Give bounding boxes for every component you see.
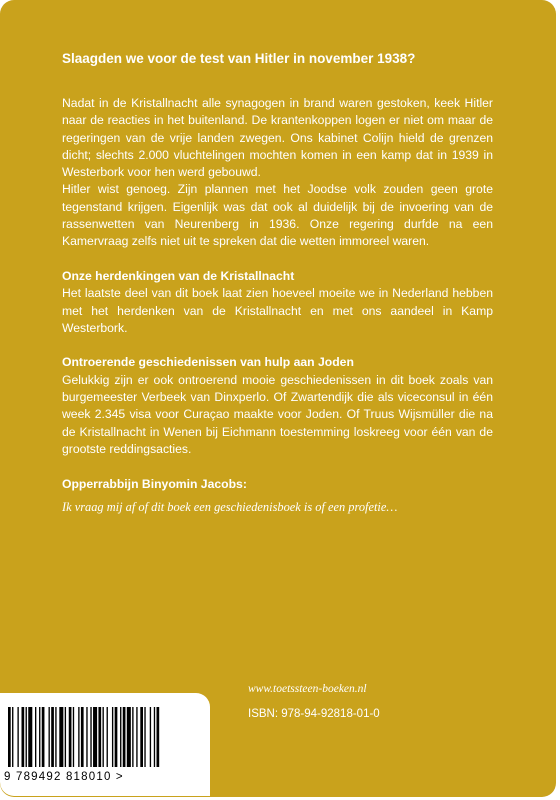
isbn-number: ISBN: 978-94-92818-01-0 [248, 708, 380, 720]
hitler-paragraph: Hitler wist genoeg. Zijn plannen met het Joodse volk zouden geen grote tegenstand krijgen. Eigenlijk was dat ook al duidelijk bij de invoering van de rassenwetten van Neurenberg in 1936. Onze regering durfde na een Kamervraag zelfs niet uit te spreken dat die wetten immoreel waren. [62, 182, 493, 249]
barcode-number: 9 789492 818010 > [4, 771, 124, 783]
barcode-icon [6, 707, 204, 767]
blurb [62, 95, 493, 516]
quote-author: Opperrabbijn Binyomin Jacobs: [62, 476, 247, 491]
quote-text: Ik vraag mij af of dit boek een geschiedenisboek is of een profetie… [62, 499, 398, 514]
spacer [62, 251, 493, 268]
barcode-panel [0, 693, 210, 796]
spacer [62, 458, 493, 475]
spacer [62, 337, 493, 354]
cover-title: Slaagden we voor de test van Hitler in november 1938? [62, 51, 416, 66]
publisher-website: www.toetssteen-boeken.nl [248, 683, 367, 695]
section-heading-commemorations: Onze herdenkingen van de Kristallnacht [62, 268, 295, 283]
section-heading-help-stories: Ontroerende geschiedenissen van hulp aan Joden [62, 355, 354, 370]
section-text-commemorations: Het laatste deel van dit boek laat zien hoeveel moeite we in Nederland hebben met het herdenken van de Kristallnacht en met ons aandeel in Kamp Westerbork. [62, 286, 493, 335]
intro-paragraph: Nadat in de Kristallnacht alle synagogen in brand waren gestoken, keek Hitler naar de reacties in het buitenland. De krantenkoppen logen er niet om maar de regeringen van de vrije landen zwegen. Ons kabinet Colijn hield de grenzen dicht; slechts 2.000 vluchtelingen mochten komen in een kamp dat in 1939 in Westerbork voor hen werd gebouwd. [62, 96, 493, 180]
section-text-help-stories: Gelukkig zijn er ook ontroerend mooie geschiedenissen in dit boek zoals van burgemeester Verbeek van Dinxperlo. Of Zwartendijk die als viceconsul in één week 2.345 visa voor Curaçao maakte voor Joden. Of Truus Wijsmüller die na de Kristallnacht in Wenen bij Eichmann toestemming loskreeg voor één van de grootste reddingsacties. [62, 372, 493, 456]
